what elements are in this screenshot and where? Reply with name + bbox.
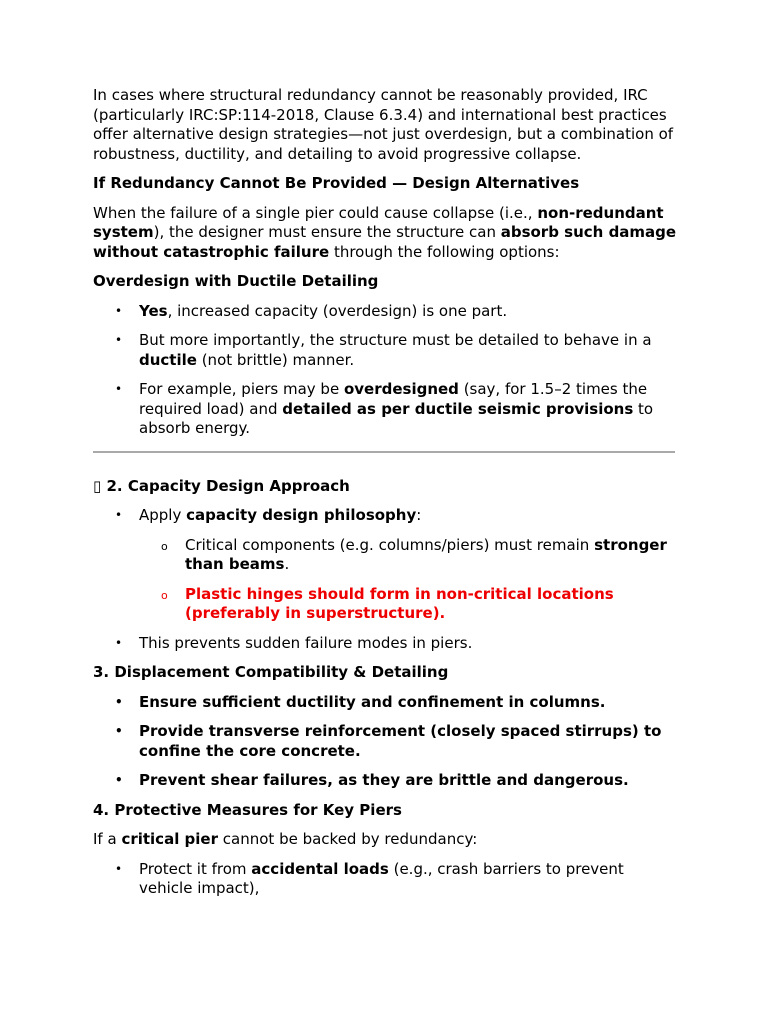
text-run: For example, piers may be <box>139 380 344 398</box>
list-item: • Ensure sufficient ductility and confinement in columns. <box>93 693 678 713</box>
list-item <box>93 860 678 899</box>
list-item: • Prevent shear failures, as they are brittle and dangerous. <box>93 771 678 791</box>
highlighted-text: Plastic hinges should form in non-critical locations (preferably in superstructure). <box>185 584 614 622</box>
bold-run: detailed as per ductile seismic provisions <box>282 399 634 418</box>
capacity-sublist <box>139 536 678 624</box>
text-run: (e.g., crash barriers to prevent vehicle impact), <box>139 859 624 897</box>
critical-pier-paragraph <box>93 830 678 850</box>
bold-run: overdesigned <box>343 380 459 398</box>
list-item <box>93 302 678 322</box>
bold-run: absorb such damage without catastrophic failure <box>93 223 677 261</box>
list-item: • Provide transverse reinforcement (closely spaced stirrups) to confine the core concrete. <box>93 722 678 761</box>
section-heading-displacement: 3. Displacement Compatibility & Detailing <box>93 663 449 681</box>
text-run: . <box>284 555 290 573</box>
sub-list-item-highlighted <box>139 585 678 624</box>
text-run: (say, for 1.5–2 times the required load) and <box>139 380 648 418</box>
displacement-list <box>93 693 678 791</box>
sub-list-item <box>139 536 678 575</box>
text-run: When the failure of a single pier could cause collapse (i.e., <box>93 203 538 222</box>
section-heading-capacity-design: ▯ 2. Capacity Design Approach <box>93 476 350 495</box>
bold-run: accidental loads <box>251 859 389 878</box>
text-run: If a <box>93 830 122 848</box>
text-run: cannot be backed by redundancy: <box>218 830 478 848</box>
text-run: (not brittle) manner. <box>196 350 355 369</box>
protect-list <box>93 860 678 899</box>
text-run: This prevents sudden failure modes in piers. <box>139 633 473 652</box>
intro-paragraph: In cases where structural redundancy cannot be reasonably provided, IRC (particularly IRC:SP:114-2018, Clause 6.3.4) and international best practices offer alternative design strategies—not just overdesign, but a combination of robustness, ductility, and detailing to avoid progressive collapse. <box>93 86 674 163</box>
list-item <box>93 380 678 439</box>
section-heading-overdesign: Overdesign with Ductile Detailing <box>93 272 379 290</box>
horizontal-divider <box>93 451 675 453</box>
section-heading-design-alternatives: If Redundancy Cannot Be Provided — Design Alternatives <box>93 174 580 192</box>
bold-run: Yes <box>139 301 168 320</box>
text-run: Critical components (e.g. columns/piers) must remain <box>185 535 595 554</box>
document-page <box>93 86 678 909</box>
bold-run: stronger than beams <box>185 535 667 573</box>
list-item <box>93 331 678 370</box>
section-heading-protective-measures: 4. Protective Measures for Key Piers <box>93 800 402 819</box>
text-run: , increased capacity (overdesign) is one part. <box>167 301 508 320</box>
list-item <box>93 634 678 654</box>
text-run: But more importantly, the structure must be detailed to behave in a <box>139 331 652 349</box>
text-run: ), the designer must ensure the structure can <box>153 223 501 241</box>
list-item <box>93 506 678 624</box>
text-run: through the following options: <box>329 242 560 261</box>
capacity-list <box>93 506 678 653</box>
text-run: Protect it from <box>139 859 252 878</box>
bold-run: critical pier <box>121 830 219 848</box>
overdesign-list <box>93 302 678 439</box>
bold-run: non-redundant system <box>93 203 664 241</box>
bold-run: capacity design philosophy <box>186 506 417 524</box>
non-redundant-paragraph <box>93 204 678 263</box>
bold-run: ductile <box>139 350 197 369</box>
text-run: Apply <box>139 506 187 524</box>
text-run: : <box>416 506 422 524</box>
text-run: to absorb energy. <box>139 399 654 437</box>
